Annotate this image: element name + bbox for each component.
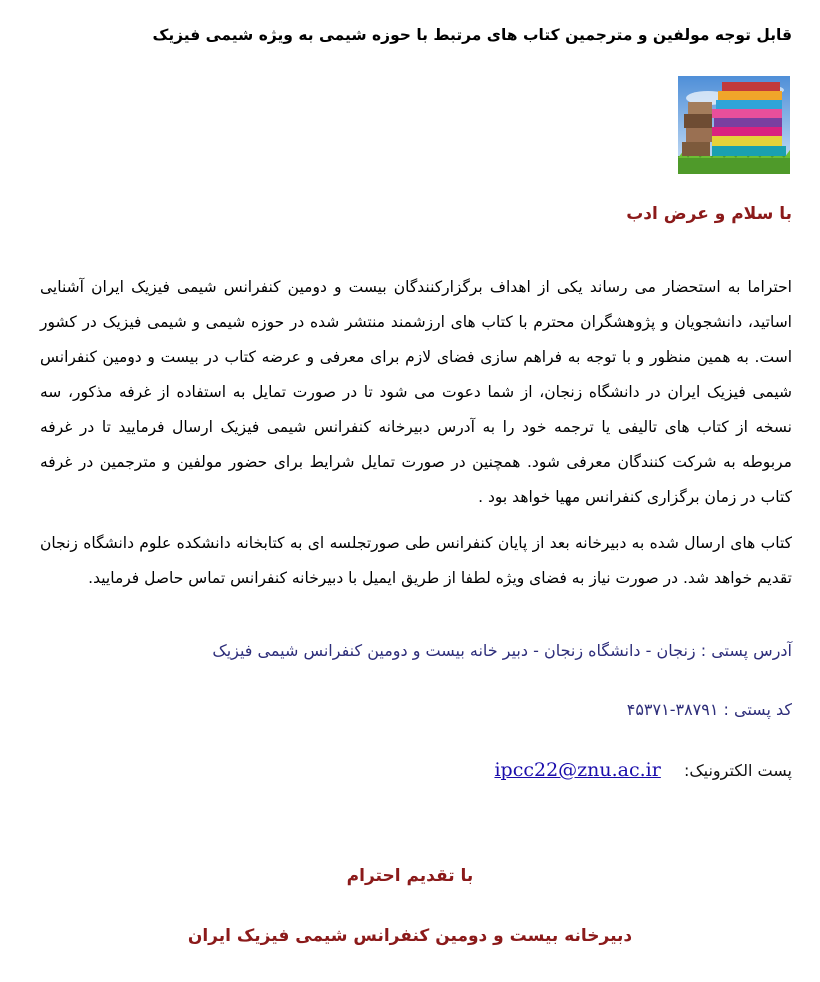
postal-code: کد پستی : ۳۸۷۹۱-۴۵۳۷۱ — [626, 700, 792, 719]
email-label: پست الکترونیک: — [683, 761, 792, 780]
greeting: با سلام و عرض ادب — [626, 204, 792, 224]
page-title: قابل توجه مولفین و مترجمین کتاب های مرتبط با حوزه شیمی به ویژه شیمی فیزیک — [152, 26, 792, 44]
postal-address: آدرس پستی : زنجان - دانشگاه زنجان - دبیر خانه بیست و دومین کنفرانس شیمی فیزیک — [212, 641, 792, 660]
closing-salutation: با تقدیم احترام — [346, 866, 474, 886]
closing-signature: دبیرخانه بیست و دومین کنفرانس شیمی فیزیک ایران — [187, 926, 633, 946]
stacked-books-image — [678, 76, 790, 174]
body-paragraph-1: احتراما به استحضار می رساند یکی از اهداف برگزارکنندگان بیست و دومین کنفرانس شیمی فیزیک ایران آشنایی اساتید، دانشجویان و پژوهشگران محترم با کتاب های ارزشمند منتشر شده در حوزه شیمی و شیمی فیزیک در کشور است. به همین منظور و با توجه به فراهم سازی فضای لازم برای معرفی و عرضه کتاب در بیست و دومین کنفرانس شیمی فیزیک ایران در دانشگاه زنجان، از شما دعوت می شود تا در صورت تمایل به استفاده از غرفه مذکور، سه نسخه از کتاب های تالیفی یا ترجمه خود را به آدرس دبیرخانه کنفرانس شیمی فیزیک ارسال فرمایید تا در غرفه مربوطه به شرکت کنندگان معرفی شود. همچنین در صورت تمایل شرایط برای حضور مولفین و مترجمین در غرفه کتاب در زمان برگزاری کنفرانس مهیا خواهد بود . — [40, 277, 792, 506]
email-link[interactable]: ipcc22@znu.ac.ir — [494, 759, 661, 781]
stacked-books-illustration — [678, 76, 790, 174]
body-paragraph-2: کتاب های ارسال شده به دبیرخانه بعد از پایان کنفرانس طی صورتجلسه ای به کتابخانه دانشکده علوم دانشگاه زنجان تقدیم خواهد شد. در صورت نیاز به فضای ویژه لطفا از طریق ایمیل با دبیرخانه کنفرانس تماس حاصل فرمایید. — [40, 533, 792, 587]
email-line — [494, 759, 792, 781]
